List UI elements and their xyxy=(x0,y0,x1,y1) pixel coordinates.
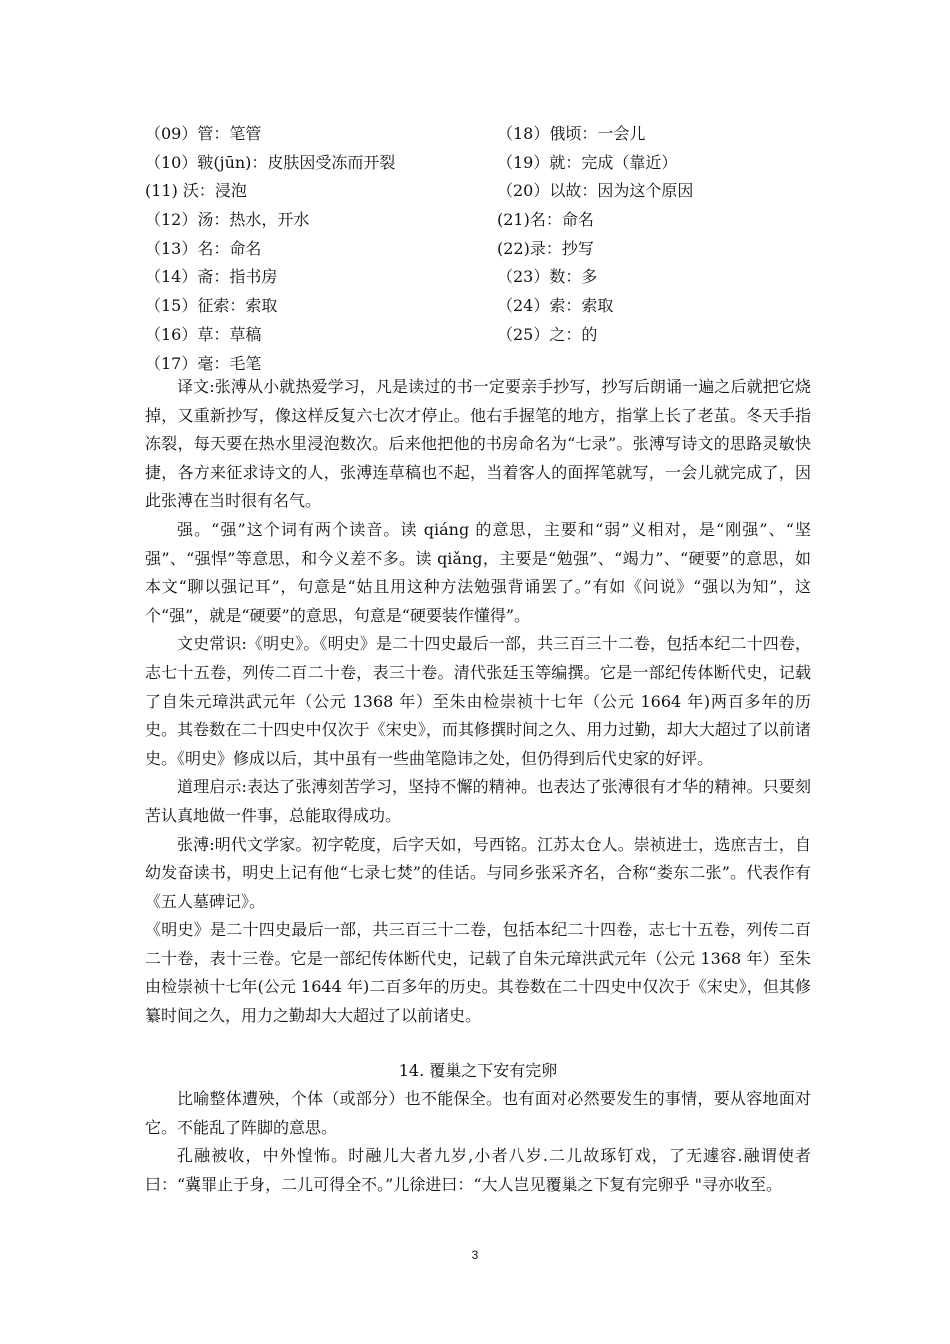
lesson-paragraph: 道理启示:表达了张溥刻苦学习，坚持不懈的精神。也表达了张溥很有才华的精神。只要刻苦认真地做一件事，总能取得成功。 xyxy=(145,777,811,825)
author-paragraph: 张溥:明代文学家。初字乾度，后字天如，号西铭。江苏太仓人。崇祯进士，选庶吉士，自幼发奋读书，明史上记有他“七录七焚”的佳话。与同乡张采齐名，合称“娄东二张”。代表作有《五人墓碑记》。 xyxy=(145,834,811,911)
note-item: (22)录：抄写 xyxy=(497,238,594,258)
note-item: （23）数：多 xyxy=(497,267,598,287)
note-item: （16）草：草稿 xyxy=(145,324,262,344)
idiom-story-paragraph: 孔融被收，中外惶怖。时融儿大者九岁,小者八岁.二儿故琢钉戏，了无遽容.融谓使者曰：“冀罪止于身，二儿可得全不。”儿徐进曰：“大人岂见覆巢之下复有完卵乎 "寻亦收至。 xyxy=(145,1146,811,1195)
note-item: （25）之：的 xyxy=(497,324,598,344)
note-item: （20）以故：因为这个原因 xyxy=(497,181,694,201)
note-item: （15）征索：索取 xyxy=(145,296,278,316)
note-item: （24）索：索取 xyxy=(497,296,614,316)
note-item: (11) 沃：浸泡 xyxy=(145,181,247,201)
annotation-list xyxy=(145,120,825,378)
note-item: （14）斋：指书房 xyxy=(145,267,278,287)
history-paragraph: 文史常识:《明史》。《明史》是二十四史最后一部，共三百三十二卷，包括本纪二十四卷，志七十五卷，列传二百二十卷，表三十卷。清代张廷玉等编撰。它是一部纪传体断代史，记载了自朱元璋洪武元年（公元 1368 年）至朱由检崇祯十七年（公元 1664 年)两百多年的历史。其卷数在二十四史中仅次于《宋史》，而其修撰时间之久、用力过勤，却大大超过了以前诸史。《明史》修成以后，其中虽有一些曲笔隐讳之处，但仍得到后代史家的好评。 xyxy=(145,634,811,768)
note-item: （12）汤：热水，开水 xyxy=(145,210,310,230)
pronunciation-paragraph: 强。“强”这个词有两个读音。读 qiáng 的意思，主要和“弱”义相对，是“刚强”、“坚强”、“强悍”等意思，和今义差不多。读 qiǎng，主要是“勉强”、“竭力”、“硬要”的意思，如本文“聊以强记耳”，句意是“姑且用这种方法勉强背诵罢了。”有如《问说》“强以为知”，这个“强”，就是“硬要”的意思，句意是“硬要装作懂得”。 xyxy=(145,519,811,625)
note-item: （19）就：完成（靠近） xyxy=(497,152,678,172)
note-item: （13）名：命名 xyxy=(145,238,262,258)
mingshi-paragraph: 《明史》是二十四史最后一部，共三百三十二卷，包括本纪二十四卷，志七十五卷，列传二百二十卷，表十三卷。它是一部纪传体断代史，记载了自朱元璋洪武元年（公元 1368 年）至朱由检崇祯十七年(公元 1644 年)二百多年的历史。其卷数在二十四史中仅次于《宋史》，但其修纂时间之久，用力之勤却大大超过了以前诸史。 xyxy=(145,920,811,1026)
note-item: （10）皲(jūn)：皮肤因受冻而开裂 xyxy=(145,152,396,172)
page-number: 3 xyxy=(471,1248,479,1262)
main-text xyxy=(145,373,811,1200)
idiom-meaning-paragraph: 比喻整体遭殃，个体（或部分）也不能保全。也有面对必然要发生的事情，要从容地面对它。不能乱了阵脚的意思。 xyxy=(145,1089,811,1137)
note-item: （17）毫：毛笔 xyxy=(145,353,262,373)
section-heading: 14. 覆巢之下安有完卵 xyxy=(398,1060,558,1080)
note-item: （09）管：笔管 xyxy=(145,124,262,143)
note-item: (21)名：命名 xyxy=(497,210,594,230)
note-item: （18）俄顷：一会儿 xyxy=(497,124,646,143)
translation-paragraph: 译文:张溥从小就热爱学习，凡是读过的书一定要亲手抄写，抄写后朗诵一遍之后就把它烧掉，又重新抄写，像这样反复六七次才停止。他右手握笔的地方，指掌上长了老茧。冬天手指冻裂，每天要在热水里浸泡数次。后来他把他的书房命名为“七录”。张溥写诗文的思路灵敏快捷，各方来征求诗文的人，张溥连草稿也不起，当着客人的面挥笔就写，一会儿就完成了，因此张溥在当时很有名气。 xyxy=(145,377,811,511)
